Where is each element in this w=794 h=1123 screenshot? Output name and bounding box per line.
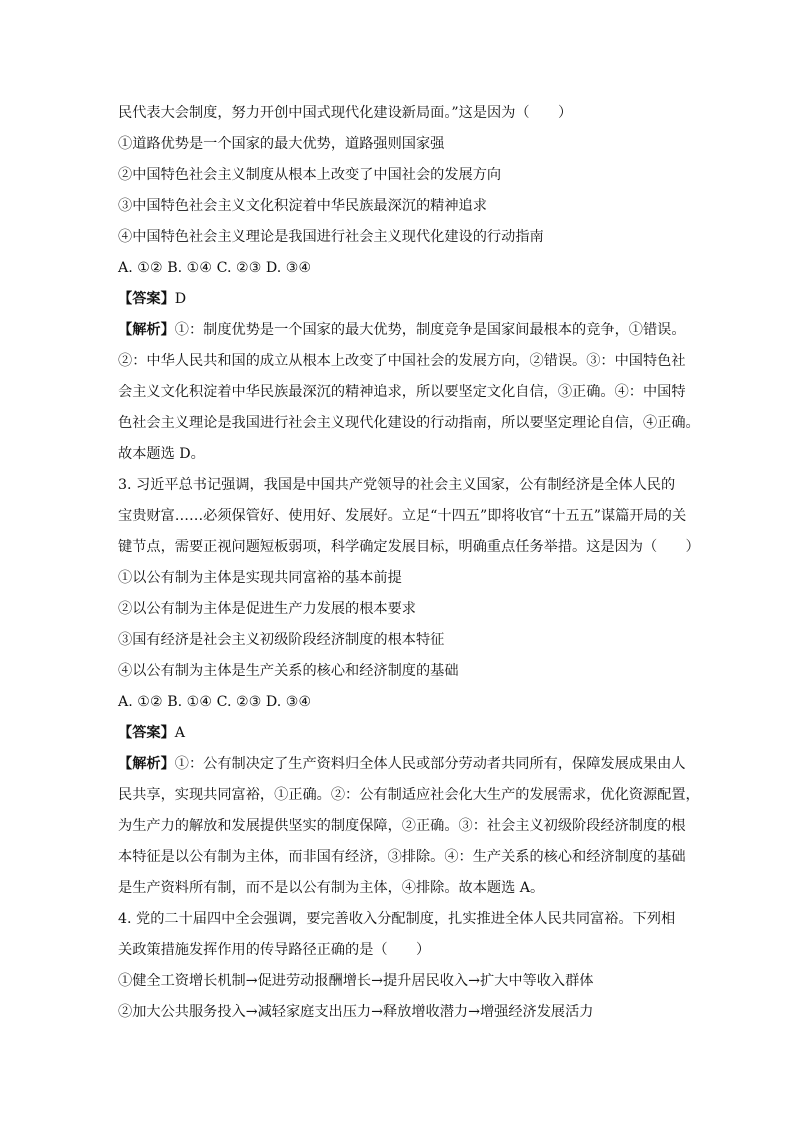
q3-option-2: ②以公有制为主体是促进生产力发展的根本要求 [118,601,416,617]
q3-stem-line-1: 3. 习近平总书记强调，我国是中国共产党领导的社会主义国家，公有制经济是全体人民的 [118,477,676,493]
q2-analysis-line-2: ②：中华人民共和国的成立从根本上改变了中国社会的发展方向，②错误。③：中国特色社 [118,353,686,369]
q2-answer [118,284,688,315]
q2-option-1: ①道路优势是一个国家的最大优势，道路强则国家强 [118,136,445,152]
q2-analysis-line-3: 会主义文化积淀着中华民族最深沉的精神追求，所以要坚定文化自信，③正确。④：中国特 [118,384,686,400]
q3-analysis-line-5: 是生产资料所有制，而不是以公有制为主体，④排除。故本题选 A。 [118,880,545,896]
q4-stem-line-2: 关政策措施发挥作用的传导路径正确的是（ ） [118,942,431,958]
q3-answer-tag: 【答案】 [118,725,175,741]
q4-stem-line-1: 4. 党的二十届四中全会强调，要完善收入分配制度，扎实推进全体人民共同富裕。下列相 [118,911,676,927]
q2-analysis-line-1 [118,315,688,346]
q3-option-3: ③国有经济是社会主义初级阶段经济制度的根本特征 [118,632,445,648]
q2-analysis-line-5: 故本题选 D。 [118,446,205,462]
q3-analysis-line-3: 为生产力的解放和发展提供坚实的制度保障，②正确。③：社会主义初级阶段经济制度的根 [118,818,686,834]
q3-stem-line-2: 宝贵财富……必须保管好、使用好、发展好。立足“十四五”即将收官“十五五”谋篇开局的关 [118,508,687,524]
q3-answer-value: A [174,725,186,741]
q3-analysis-line-4: 本特征是以公有制为主体，而非国有经济，③排除。④：生产关系的核心和经济制度的基础 [118,849,686,865]
q2-choices: A. ①② B. ①④ C. ②③ D. ③④ [118,260,312,276]
q3-analysis-text-1: ①：公有制决定了生产资料归全体人民或部分劳动者共同所有，保障发展成果由人 [174,756,686,772]
q2-stem-line: 民代表大会制度，努力开创中国式现代化建设新局面。”这是因为（ ） [118,105,573,121]
q2-answer-value: D [174,291,187,307]
q2-analysis-tag: 【解析】 [118,322,175,338]
q3-option-4: ④以公有制为主体是生产关系的核心和经济制度的基础 [118,663,459,679]
q2-option-4: ④中国特色社会主义理论是我国进行社会主义现代化建设的行动指南 [118,229,544,245]
q3-analysis-tag: 【解析】 [118,756,175,772]
q4-option-1: ①健全工资增长机制→促进劳动报酬增长→提升居民收入→扩大中等收入群体 [118,973,594,989]
q2-option-3: ③中国特色社会主义文化积淀着中华民族最深沉的精神追求 [118,198,487,214]
q2-analysis-line-4: 色社会主义理论是我国进行社会主义现代化建设的行动指南，所以要坚定理论自信，④正确。 [118,415,700,431]
q2-answer-tag: 【答案】 [118,291,175,307]
q3-option-1: ①以公有制为主体是实现共同富裕的基本前提 [118,570,402,586]
q3-answer [118,718,688,749]
q2-analysis-text-1: ①：制度优势是一个国家的最大优势，制度竞争是国家间最根本的竞争，①错误。 [174,322,686,338]
q3-choices: A. ①② B. ①④ C. ②③ D. ③④ [118,694,312,710]
q3-stem-line-3: 键节点，需要正视问题短板弱项，科学确定发展目标，明确重点任务举措。这是因为（ ） [118,539,700,555]
q4-option-2: ②加大公共服务投入→减轻家庭支出压力→释放增收潜力→增强经济发展活力 [118,1004,594,1020]
q3-analysis-line-1 [118,749,688,780]
q3-analysis-line-2: 民共享，实现共同富裕，①正确。②：公有制适应社会化大生产的发展需求，优化资源配置， [118,787,700,803]
document-content [118,98,700,1028]
q2-option-2: ②中国特色社会主义制度从根本上改变了中国社会的发展方向 [118,167,502,183]
